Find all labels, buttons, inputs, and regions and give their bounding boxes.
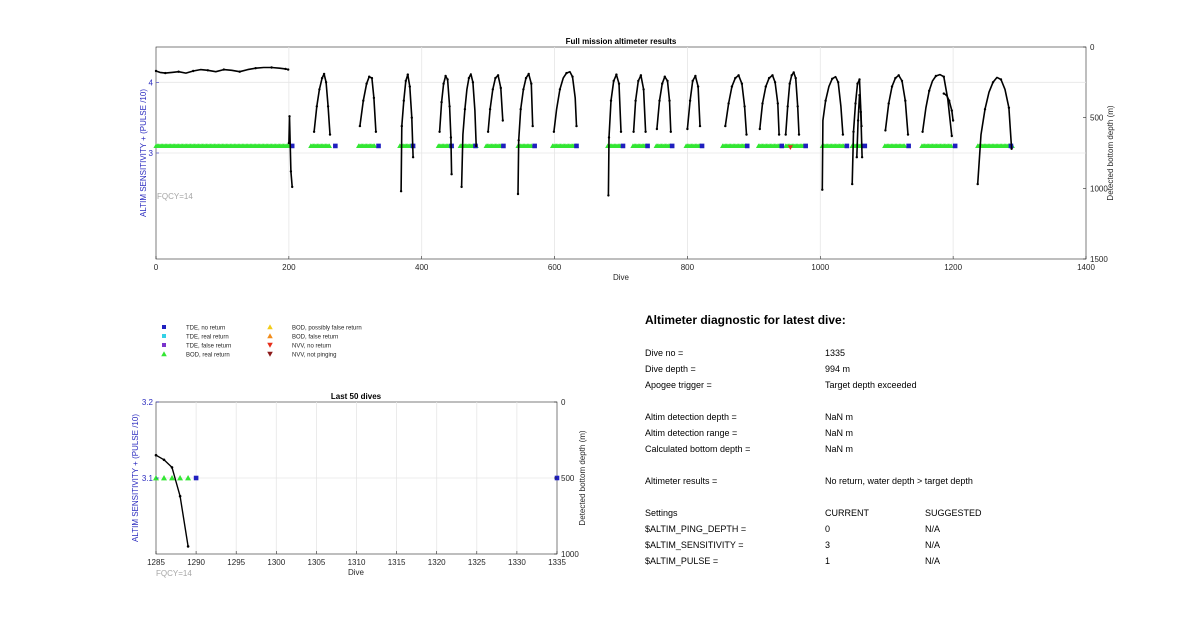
- right-tick-label: 0: [1090, 43, 1095, 52]
- depth-point: [239, 71, 241, 73]
- right-tick-label: 1000: [561, 550, 579, 559]
- diag-label: $ALTIM_PULSE =: [645, 556, 719, 566]
- depth-point: [948, 100, 950, 102]
- tde-no-return-marker: [670, 144, 675, 149]
- diag-label: Dive no =: [645, 348, 684, 358]
- depth-point: [291, 186, 293, 188]
- diag-value: 3: [825, 540, 831, 550]
- depth-point: [891, 85, 893, 87]
- diag-extra: SUGGESTED: [925, 508, 982, 518]
- depth-point: [223, 68, 225, 70]
- depth-point: [791, 74, 793, 76]
- legend-marker-square: [162, 325, 166, 329]
- depth-point: [620, 131, 622, 133]
- tde-no-return-marker: [501, 144, 506, 149]
- legend-label: TDE, real return: [186, 334, 229, 341]
- depth-point: [575, 125, 577, 127]
- depth-point: [661, 83, 663, 85]
- full-mission-chart: [139, 37, 1115, 282]
- depth-point: [943, 76, 945, 78]
- depth-point: [177, 71, 179, 73]
- depth-point: [472, 81, 474, 83]
- depth-point: [365, 83, 367, 85]
- depth-point: [842, 133, 844, 135]
- legend-label: NVV, not pinging: [292, 352, 337, 359]
- right-tick-label: 500: [1090, 113, 1104, 123]
- x-tick-label: 1000: [811, 263, 830, 272]
- depth-point: [525, 77, 527, 79]
- legend-marker-triangle-up: [267, 333, 273, 338]
- depth-point: [952, 119, 954, 121]
- tde-no-return-marker: [845, 144, 850, 149]
- diag-label: Settings: [645, 508, 678, 518]
- depth-point: [553, 131, 555, 133]
- tde-no-return-marker: [862, 144, 867, 149]
- depth-point: [464, 108, 466, 110]
- depth-point: [765, 85, 767, 87]
- x-tick-label: 200: [282, 263, 296, 272]
- x-tick-label: 600: [547, 263, 562, 272]
- depth-point: [743, 105, 745, 107]
- depth-point: [797, 105, 799, 107]
- x-tick-label: 1285: [147, 558, 165, 567]
- last-50-dives-chart: [131, 392, 587, 578]
- depth-point: [313, 131, 315, 133]
- depth-point: [768, 77, 770, 79]
- depth-point: [771, 74, 773, 76]
- depth-point: [497, 74, 499, 76]
- depth-point: [460, 186, 462, 188]
- diagnostic-title: Altimeter diagnostic for latest dive:: [645, 313, 846, 327]
- bottom-left-axis-label: ALTIM SENSITIVITY + (PULSE /10): [131, 414, 140, 542]
- tde-no-return-marker: [333, 144, 338, 149]
- depth-point: [977, 183, 979, 185]
- depth-point: [904, 100, 906, 102]
- left-tick-label: 3.2: [141, 398, 153, 407]
- bottom-right-axis-label: Detected bottom depth (m): [578, 430, 587, 526]
- diag-value: Target depth exceeded: [825, 380, 917, 390]
- depth-point: [888, 102, 890, 104]
- depth-point: [884, 129, 886, 131]
- depth-point: [1000, 78, 1002, 80]
- diag-value: 1335: [825, 348, 846, 358]
- depth-point: [777, 102, 779, 104]
- x-tick-label: 1320: [427, 558, 446, 567]
- right-tick-label: 500: [561, 474, 575, 483]
- right-tick-label: 1500: [1090, 255, 1108, 264]
- depth-point: [856, 83, 858, 85]
- diag-extra: N/A: [925, 524, 941, 534]
- legend-label: BOD, false return: [292, 334, 339, 341]
- tde-no-return-marker: [194, 476, 199, 481]
- legend: [161, 324, 362, 358]
- depth-point: [532, 125, 534, 127]
- diag-value: NaN m: [825, 444, 854, 454]
- top-chart-title: Full mission altimeter results: [565, 37, 677, 46]
- tde-no-return-marker: [532, 144, 537, 149]
- depth-point: [288, 115, 290, 117]
- depth-point: [634, 100, 636, 102]
- x-tick-label: 1330: [508, 558, 526, 567]
- depth-point: [412, 156, 414, 158]
- depth-point: [487, 131, 489, 133]
- depth-point: [571, 76, 573, 78]
- x-tick-label: 1290: [187, 558, 205, 567]
- tde-no-return-marker: [621, 144, 626, 149]
- left-tick-label: 3: [148, 149, 153, 158]
- depth-point: [921, 131, 923, 133]
- depth-point: [785, 133, 787, 135]
- depth-point: [371, 77, 373, 79]
- depth-point: [565, 72, 567, 74]
- depth-point: [254, 67, 256, 69]
- depth-point: [761, 102, 763, 104]
- depth-point: [857, 119, 859, 121]
- depth-point: [664, 76, 666, 78]
- depth-point: [359, 125, 361, 127]
- x-tick-label: 800: [680, 263, 695, 272]
- depth-point: [737, 74, 739, 76]
- legend-label: NVV, no return: [292, 343, 332, 350]
- x-tick-label: 1300: [267, 558, 286, 567]
- depth-point: [694, 75, 696, 77]
- diag-label: Altim detection range =: [645, 428, 738, 438]
- depth-point: [400, 190, 402, 192]
- diag-label: Altimeter results =: [645, 476, 718, 486]
- depth-point: [492, 88, 494, 90]
- diag-extra: N/A: [925, 556, 941, 566]
- depth-point: [898, 74, 900, 76]
- diag-value: NaN m: [825, 412, 854, 422]
- depth-point: [1010, 148, 1012, 150]
- diag-label: Dive depth =: [645, 364, 696, 374]
- legend-marker-triangle-up: [161, 351, 167, 356]
- depth-point: [179, 495, 182, 498]
- diag-value: 994 m: [825, 364, 851, 374]
- depth-point: [290, 170, 292, 172]
- depth-point: [615, 73, 617, 75]
- depth-point: [821, 189, 823, 191]
- depth-point: [618, 83, 620, 85]
- depth-point: [411, 117, 413, 119]
- bottom-chart-title: Last 50 dives: [330, 392, 382, 401]
- depth-point: [943, 92, 945, 94]
- x-tick-label: 1200: [944, 263, 963, 272]
- depth-point: [362, 100, 364, 102]
- depth-point: [632, 131, 634, 133]
- legend-marker-triangle-down: [267, 343, 273, 348]
- depth-point: [745, 133, 747, 135]
- depth-point: [405, 80, 407, 82]
- depth-point: [774, 81, 776, 83]
- left-tick-label: 4: [148, 78, 153, 88]
- diag-value: CURRENT: [825, 508, 869, 518]
- bottom-x-axis-label: Dive: [347, 568, 365, 577]
- x-tick-label: 400: [415, 263, 429, 272]
- depth-point: [187, 545, 190, 548]
- legend-label: BOD, real return: [186, 352, 230, 359]
- depth-point: [316, 105, 318, 107]
- depth-point: [401, 125, 403, 127]
- tde-no-return-marker: [906, 144, 911, 149]
- depth-point: [731, 85, 733, 87]
- depth-point: [824, 100, 826, 102]
- depth-point: [528, 73, 530, 75]
- depth-point: [325, 81, 327, 83]
- depth-point: [831, 78, 833, 80]
- depth-point: [438, 131, 440, 133]
- depth-point: [520, 108, 522, 110]
- top-right-axis-label: Detected bottom depth (m): [1106, 105, 1115, 201]
- x-tick-label: 1325: [467, 558, 486, 567]
- depth-point: [517, 193, 519, 195]
- depth-point: [407, 73, 409, 75]
- depth-point: [288, 142, 290, 144]
- depth-point: [658, 100, 660, 102]
- depth-point: [368, 76, 370, 78]
- depth-point: [928, 90, 930, 92]
- depth-point: [670, 131, 672, 133]
- x-tick-label: 1305: [307, 558, 326, 567]
- depth-point: [741, 83, 743, 85]
- depth-point: [851, 183, 853, 185]
- depth-point: [945, 94, 947, 96]
- depth-point: [686, 128, 688, 130]
- depth-point: [192, 70, 194, 72]
- diag-label: $ALTIM_PING_DEPTH =: [645, 524, 747, 534]
- top-fqcy-annotation: FQCY=14: [157, 192, 193, 201]
- depth-point: [494, 77, 496, 79]
- diag-value: NaN m: [825, 428, 854, 438]
- depth-point: [450, 136, 452, 138]
- depth-point: [656, 128, 658, 130]
- diag-extra: N/A: [925, 540, 941, 550]
- legend-label: TDE, false return: [186, 343, 232, 350]
- depth-point: [793, 71, 795, 73]
- depth-point: [858, 94, 860, 96]
- diag-value: 1: [825, 556, 831, 566]
- diag-label: Altim detection depth =: [645, 412, 737, 422]
- depth-point: [689, 100, 691, 102]
- depth-point: [444, 75, 446, 77]
- depth-point: [984, 108, 986, 110]
- depth-point: [518, 139, 520, 141]
- depth-point: [155, 454, 158, 457]
- depth-point: [323, 73, 325, 75]
- depth-point: [284, 68, 286, 70]
- depth-point: [861, 156, 863, 158]
- legend-label: BOD, possibly false return: [292, 325, 362, 332]
- depth-point: [502, 119, 504, 121]
- depth-point: [854, 102, 856, 104]
- depth-point: [321, 77, 323, 79]
- right-tick-label: 1000: [1090, 184, 1108, 194]
- tde-no-return-marker: [745, 144, 750, 149]
- depth-point: [935, 75, 937, 77]
- right-tick-label: 0: [561, 398, 566, 407]
- top-left-axis-label: ALTIM SENSITIVITY + (PULSE /10): [139, 89, 148, 217]
- depth-point: [468, 77, 470, 79]
- depth-point: [171, 466, 174, 469]
- depth-point: [450, 173, 452, 175]
- depth-point: [795, 77, 797, 79]
- depth-point: [778, 133, 780, 135]
- depth-point: [613, 80, 615, 82]
- depth-point: [530, 83, 532, 85]
- tde-no-return-marker: [803, 144, 808, 149]
- x-tick-label: 1315: [387, 558, 406, 567]
- x-tick-label: 1295: [227, 558, 246, 567]
- depth-point: [373, 97, 375, 99]
- depth-point: [692, 80, 694, 82]
- depth-point: [329, 133, 331, 135]
- depth-point: [207, 69, 209, 71]
- legend-marker-square: [162, 343, 166, 347]
- diag-label: $ALTIM_SENSITIVITY =: [645, 540, 744, 550]
- depth-point: [901, 80, 903, 82]
- legend-marker-triangle-up: [267, 324, 273, 329]
- x-tick-label: 0: [153, 263, 159, 272]
- depth-point: [951, 109, 953, 111]
- depth-point: [448, 105, 450, 107]
- depth-point: [637, 80, 639, 82]
- depth-point: [734, 77, 736, 79]
- legend-marker-square: [162, 334, 166, 338]
- tde-no-return-marker: [574, 144, 579, 149]
- x-tick-label: 1335: [548, 558, 566, 567]
- x-tick-label: 1310: [347, 558, 366, 567]
- depth-point: [559, 88, 561, 90]
- depth-point: [759, 128, 761, 130]
- depth-point: [489, 108, 491, 110]
- depth-point: [318, 88, 320, 90]
- depth-point: [608, 136, 610, 138]
- tde-no-return-marker: [953, 144, 958, 149]
- depth-point: [644, 131, 646, 133]
- depth-point: [666, 80, 668, 82]
- depth-point: [640, 74, 642, 76]
- diag-value: 0: [825, 524, 831, 534]
- depth-point: [287, 68, 289, 70]
- tde-no-return-marker: [376, 144, 381, 149]
- depth-point: [837, 81, 839, 83]
- depth-point: [787, 105, 789, 107]
- top-x-axis-label: Dive: [612, 273, 630, 282]
- tde-no-return-marker: [700, 144, 705, 149]
- bottom-fqcy-annotation: FQCY=14: [156, 569, 192, 578]
- diag-value: No return, water depth > target depth: [825, 476, 973, 486]
- depth-point: [856, 156, 858, 158]
- depth-point: [860, 111, 862, 113]
- depth-point: [642, 88, 644, 90]
- depth-point: [163, 459, 166, 462]
- legend-label: TDE, no return: [186, 325, 226, 332]
- depth-point: [270, 66, 272, 68]
- diag-label: Apogee trigger =: [645, 380, 712, 390]
- depth-point: [697, 85, 699, 87]
- x-tick-label: 1400: [1077, 263, 1095, 272]
- depth-point: [327, 105, 329, 107]
- depth-point: [375, 131, 377, 133]
- depth-point: [440, 101, 442, 103]
- depth-point: [724, 125, 726, 127]
- depth-point: [409, 85, 411, 87]
- tde-no-return-marker: [645, 144, 650, 149]
- depth-point: [852, 131, 854, 133]
- depth-point: [789, 83, 791, 85]
- depth-point: [951, 135, 953, 137]
- depth-point: [446, 78, 448, 80]
- depth-point: [894, 77, 896, 79]
- depth-point: [858, 78, 860, 80]
- legend-marker-triangle-down: [267, 352, 273, 357]
- depth-point: [992, 81, 994, 83]
- depth-point: [798, 133, 800, 135]
- depth-point: [403, 100, 405, 102]
- depth-point: [907, 133, 909, 135]
- depth-point: [607, 194, 609, 196]
- left-tick-label: 3.1: [141, 474, 153, 483]
- depth-point: [1008, 107, 1010, 109]
- depth-point: [522, 88, 524, 90]
- depth-point: [610, 100, 612, 102]
- depth-point: [668, 100, 670, 102]
- depth-point: [155, 70, 157, 72]
- depth-point: [500, 87, 502, 89]
- depth-point: [442, 83, 444, 85]
- depth-point: [475, 145, 477, 147]
- depth-point: [699, 125, 701, 127]
- tde-no-return-marker: [779, 144, 784, 149]
- diag-label: Calculated bottom depth =: [645, 444, 751, 454]
- depth-point: [727, 102, 729, 104]
- depth-point: [164, 72, 166, 74]
